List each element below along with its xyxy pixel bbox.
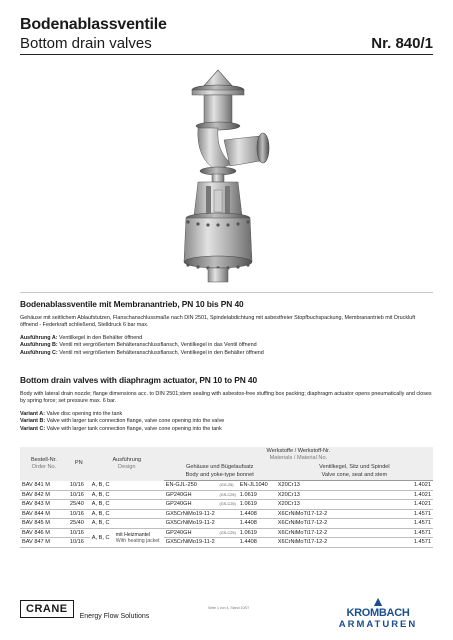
table-row: BAV 845 M 25/40 A, B, C GX5CrNiMo19-11-2 1.4408 X6CrNiMoTi17-12-2 1.4571 <box>22 520 431 527</box>
header-order-number: Bestell-Nr. Order No. <box>20 447 68 481</box>
catalog-number: Nr. 840/1 <box>371 35 433 52</box>
header-body-en: Body and yoke-type bonnet <box>164 471 276 480</box>
header-pn: PN <box>68 447 90 481</box>
table-row: BAV 844 M 10/16 A, B, C GX5CrNiMo19-11-2 1.4408 X6CrNiMoTi17-12-2 1.4571 <box>22 510 431 517</box>
variant-line: Ausführung A: Ventilkegel in den Behälter öffnend <box>20 334 143 341</box>
header-body-de: Gehäuse und Bügelaufsatz <box>164 463 276 472</box>
table-row: BAV 842 M 10/16 A, B, C GP240GH (GS-C25) 1.0619 X20Cr13 1.4021 <box>22 491 431 498</box>
variant-line: Ausführung C: Ventil mit vergrößertem Behälteranschlussflansch, Ventilkegel in den Behälter öffnend <box>20 349 264 356</box>
header-stem-en: Valve cone, seat and stem <box>276 471 433 480</box>
section-body-en: Body with lateral drain nozzle; flange dimensions acc. to DIN 2501;stem sealing with asbestos-free stuffing box packing; diaphragm actuator opens pneumatically and closes by spring force; set pressure max. 6 bar. <box>20 391 432 405</box>
table-row: BAV 843 M 25/40 A, B, C GP240GH (GS-C25) 1.0619 X20Cr13 1.4021 <box>22 501 431 508</box>
variant-line: Variant C: Valve with larger tank connection flange, valve cone opening into the tank <box>20 425 222 432</box>
header-divider <box>20 54 433 55</box>
header-design: Ausführung Design <box>90 447 164 481</box>
table-row: BAV 846 M 10/16 A, B, C mit Heizmantel With heating jacket GP240GH (GS-C25) 1.0619 X6CrNiMoTi17-12-2 1.4571 <box>20 528 433 538</box>
page-title-de: Bodenablassventile <box>20 16 167 33</box>
variant-line: Variant A: Valve disc opening into the tank <box>20 410 123 417</box>
description-german <box>20 299 433 357</box>
section-divider <box>20 292 433 293</box>
krombach-mark-icon: ▲ <box>371 593 385 609</box>
table-row: BAV 841 M 10/16 A, B, C EN-GJL-250 (GG-25) EN-JL1040 X20Cr13 1.4021 <box>22 482 431 489</box>
variant-line: Variant B: Valve with larger tank connection flange, valve cone opening into the valve <box>20 418 225 425</box>
section-body-de: Gehäuse mit seitlichem Ablaufstutzen, Flanschanschlussmaße nach DIN 2501, Spindelabdichtung mit asbestfreier Stopfbuchspackung, Membranantrieb mit Druckluft öffnend - Federkraft schließend, Stelldruck 6 bar max. <box>20 315 416 329</box>
header-stem-de: Ventilkegel, Sitz und Spindel <box>276 463 433 472</box>
krombach-wordmark: KROMBACH <box>346 607 410 619</box>
heating-jacket-note: mit Heizmantel With heating jacket <box>114 528 164 547</box>
armaturen-wordmark: ARMATUREN <box>338 619 418 630</box>
section-heading-en: Bottom drain valves with diaphragm actuator, PN 10 to PN 40 <box>20 375 258 385</box>
crane-tagline: Energy Flow Solutions <box>79 613 150 620</box>
crane-wordmark: CRANE <box>20 600 74 618</box>
description-english <box>20 375 433 433</box>
krombach-logo <box>323 595 433 630</box>
jacket-design: A, B, C <box>90 528 114 547</box>
table-row: BAV 847 M 10/16 GX5CrNiMo19-11-2 1.4408 X6CrNiMoTi17-12-2 1.4571 <box>22 539 431 546</box>
header-materials: Werkstoffe / Werkstoff-Nr. Materials / Material No. <box>164 447 433 463</box>
product-table <box>20 447 433 548</box>
crane-logo <box>20 598 149 620</box>
page-note: Seite 1 von 4, Stand 10/07 <box>208 606 250 610</box>
section-heading-de: Bodenablassventile mit Membranantrieb, PN 10 bis PN 40 <box>20 299 244 309</box>
page-title-en: Bottom drain valves <box>20 35 152 52</box>
bottom-drain-valve-illustration <box>168 66 286 288</box>
variant-line: Ausführung B: Ventil mit vergrößertem Behälteranschlussflansch, Ventilkegel in das Ventil öffnend <box>20 342 257 349</box>
